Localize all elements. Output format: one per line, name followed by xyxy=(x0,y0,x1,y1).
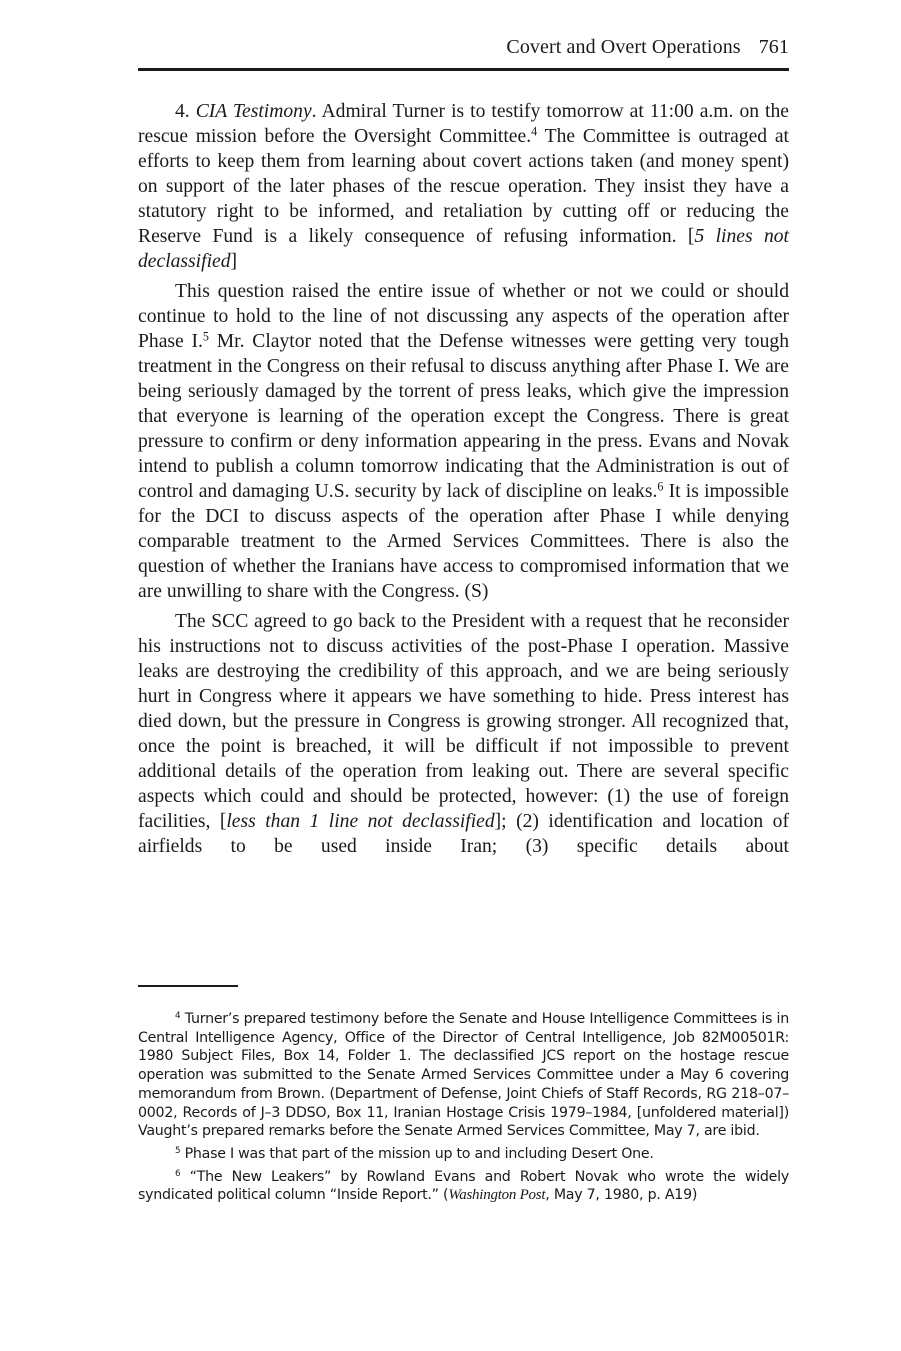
paragraph-phase-question xyxy=(138,279,789,604)
footnote-ref-4[interactable]: 4 xyxy=(531,124,538,139)
paragraph-scc-agreement xyxy=(138,609,789,859)
footnote-number: 4 xyxy=(175,1011,181,1022)
footnote-text: Turner’s prepared testimony before the Senate and House Intelligence Committees is in Central Intelligence Agency, Office of the Director of Central Intelligence, Job 82M00501R: 1980 Subject Files, Box 14, Folder 1. The declassified JCS report on the hostage rescue operation was submitted to the Senate Armed Services Committee under a May 6 covering memorandum from Brown. (Department of Defense, Joint Chiefs of Staff Records, RG 218–07–0002, Records of J–3 DDSO, Box 11, Iranian Hostage Crisis 1979–1984, [unfoldered material]) Vaught’s prepared remarks before the Senate Armed Services Committee, May 7, are ibid. xyxy=(138,1011,789,1140)
body-text xyxy=(138,99,789,859)
paragraph-text: The SCC agreed to go back to the President with a request that he reconsider his instructions not to discuss activities of the post-Phase I operation. Massive leaks are destroying the credibility of this approach, and we are being seriously hurt in Congress where it appears we have something to hide. Press interest has died down, but the pressure in Congress is growing stronger. All recognized that, once the point is breached, it will be difficult if not impossible to prevent additional details of the operation from leaking out. There are several specific aspects which could and should be protected, however: (1) the use of foreign facilities, [ xyxy=(138,611,789,832)
footnote-ref-6[interactable]: 6 xyxy=(657,479,664,494)
paragraph-text: It is impossible for the DCI to discuss aspects of the operation after Phase I while denying comparable treatment to the Armed Services Committees. There is also the question of whether the Iranians have access to compromised information that we are unwilling to share with the Congress. (S) xyxy=(138,481,789,602)
footnote-ref-5[interactable]: 5 xyxy=(202,329,209,344)
footnote-4 xyxy=(138,1010,789,1141)
paragraph-text: ] xyxy=(230,251,238,272)
header-rule xyxy=(138,68,789,71)
footnote-number: 6 xyxy=(175,1168,181,1179)
item-heading: CIA Testimony xyxy=(195,101,312,122)
footnote-source-title: Washington Post xyxy=(448,1187,546,1204)
paragraph-text: Mr. Claytor noted that the Defense witnesses were getting very tough treatment in the Congress on their refusal to discuss anything after Phase I. We are being seriously damaged by the torrent of press leaks, which give the impression that everyone is learning of the operation except the Congress. There is great pressure to confirm or deny information appearing in the press. Evans and Novak intend to publish a column tomorrow indicating that the Administration is out of control and damaging U.S. security by lack of discipline on leaks. xyxy=(138,331,789,502)
paragraph-cia-testimony xyxy=(138,99,789,274)
paragraph-text: This question raised the entire issue of whether or not we could or should continue to hold to the line of not discussing any aspects of the operation after Phase I. xyxy=(138,281,789,352)
redaction-note: 5 lines not declassified xyxy=(138,226,790,272)
footnote-text: “The New Leakers” by Rowland Evans and Robert Novak who wrote the widely syndicated political column “Inside Report.” ( xyxy=(138,1168,789,1204)
running-title: Covert and Overt Operations xyxy=(506,36,741,58)
footnote-6 xyxy=(138,1168,789,1205)
footnotes xyxy=(138,1010,789,1209)
footnote-number: 5 xyxy=(175,1146,181,1157)
footnote-text: Phase I was that part of the mission up to and including Desert One. xyxy=(180,1145,654,1162)
footnote-text: , May 7, 1980, p. A19) xyxy=(545,1187,698,1204)
redaction-note: less than 1 line not declassified xyxy=(226,811,495,832)
item-number: 4. xyxy=(175,101,196,122)
paragraph-text: ]; (2) identification and location of airfields to be used inside Iran; (3) specific details about xyxy=(138,811,790,857)
footnote-rule xyxy=(138,985,238,987)
footnote-5 xyxy=(138,1145,789,1164)
page-number: 761 xyxy=(758,36,789,58)
paragraph-text: The Committee is outraged at efforts to keep them from learning about covert actions taken (and money spent) on support of the later phases of the rescue operation. They insist they have a statutory right to be informed, and retaliation by cutting off or reducing the Reserve Fund is a likely consequence of refusing information. [ xyxy=(138,126,789,247)
running-header xyxy=(506,36,789,59)
paragraph-text: . Admiral Turner is to testify tomorrow at 11:00 a.m. on the rescue mission before the Oversight Committee. xyxy=(138,101,789,147)
